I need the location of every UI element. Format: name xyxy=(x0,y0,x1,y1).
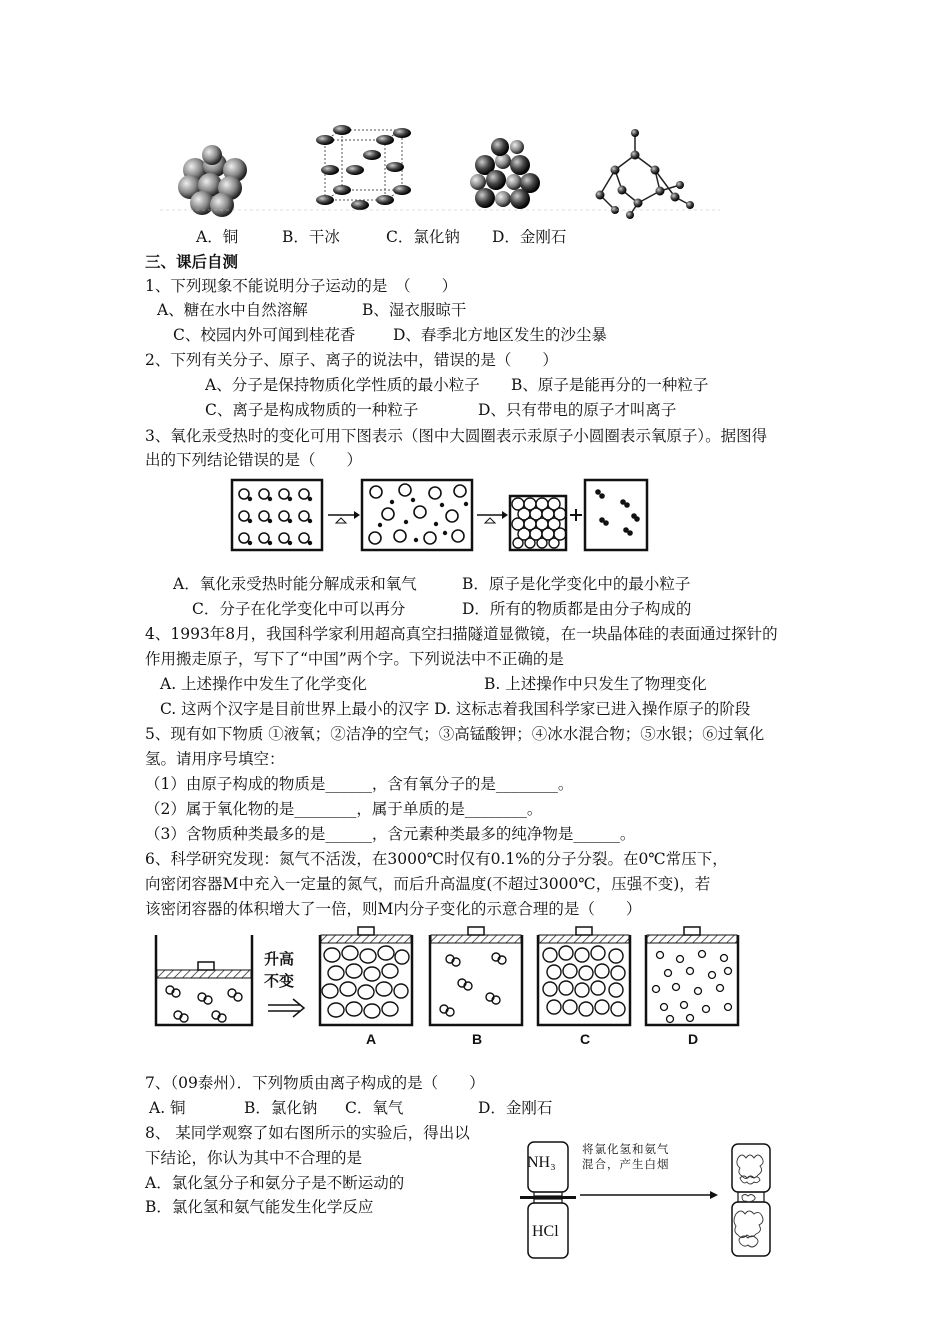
experiment-note-line1: 将氯化氢和氨气 xyxy=(582,1142,670,1156)
q2-option-a: A、分子是保持物质化学性质的最小粒子 xyxy=(205,376,480,394)
q8-stem-line2: 下结论，你认为其中不合理的是 xyxy=(145,1149,363,1167)
hcl-label: HCl xyxy=(532,1223,559,1240)
dry-ice-molecules xyxy=(316,125,411,210)
q4-option-b: B. 上述操作中只发生了物理变化 xyxy=(484,675,707,693)
q4-stem-line2: 作用搬走原子，写下了“中国”两个字。下列说法中不正确的是 xyxy=(145,650,564,668)
q7-stem: 7、（09泰州）．下列物质由离子构成的是（ ） xyxy=(145,1074,485,1092)
q6-stem-line1: 6、科学研究发现：氮气不活泼，在3000℃时仅有0.1%的分子分裂。在0℃常压下， xyxy=(145,850,728,868)
q5-part1: （1）由原子构成的物质是______，含有氧分子的是________。 xyxy=(145,775,574,793)
q3-stem-line2: 出的下列结论错误的是（ ） xyxy=(145,451,363,469)
crystal-structures-figure xyxy=(160,125,730,225)
crystal-option-b: B．干冰 xyxy=(282,228,340,246)
q7-option-d: D．金刚石 xyxy=(478,1099,553,1117)
container-c xyxy=(538,927,630,1025)
section-title: 三、课后自测 xyxy=(145,252,239,271)
q6-stem-line3: 该密闭容器的体积增大了一倍，则M内分子变化的示意合理的是（ ） xyxy=(145,900,642,918)
q2-option-c: C、离子是构成物质的一种粒子 xyxy=(205,401,419,419)
q3-option-a: A．氧化汞受热时能分解成汞和氧气 xyxy=(173,575,417,593)
container-label-d: D xyxy=(688,1031,699,1047)
q5-stem-line1: 5、现有如下物质 ①液氧；②洁净的空气；③高锰酸钾；④冰水混合物；⑤水银；⑥过氧化 xyxy=(145,725,765,743)
q5-stem-line2: 氢。请用序号填空： xyxy=(145,750,285,768)
q4-option-cd: C. 这两个汉字是目前世界上最小的汉字 D. 这标志着我国科学家已进入操作原子的阶段 xyxy=(160,700,751,718)
arrow-label-top: 升高 xyxy=(264,951,295,968)
q3-option-d: D．所有的物质都是由分子构成的 xyxy=(462,600,692,618)
q2-option-d: D、只有带电的原子才叫离子 xyxy=(478,401,677,419)
q4-option-a: A. 上述操作中发生了化学变化 xyxy=(160,675,368,693)
container-b xyxy=(430,927,522,1025)
q4-stem-line1: 4、1993年8月，我国科学家利用超高真空扫描隧道显微镜，在一块晶体硅的表面通过探针的 xyxy=(145,625,778,643)
q5-part3: （3）含物质种类最多的是______，含元素种类最多的纯净物是______。 xyxy=(145,825,636,843)
nitrogen-container-figure xyxy=(150,925,770,1055)
q7-option-c: C．氧气 xyxy=(345,1099,404,1117)
q2-option-b: B、原子是能再分的一种粒子 xyxy=(511,376,709,394)
q7-option-a: A. 铜 xyxy=(149,1099,186,1117)
mercury-oxide-decomposition-figure xyxy=(230,478,650,554)
container-d xyxy=(646,927,738,1025)
q1-option-c: C、校园内外可闻到桂花香 xyxy=(173,326,356,344)
q1-option-b: B、湿衣服晾干 xyxy=(362,301,467,319)
q1-stem: 1、下列现象不能说明分子运动的是 （ ） xyxy=(145,277,458,295)
nh3-label: NH₃ xyxy=(527,1154,556,1171)
copper-crystal-icon xyxy=(178,145,247,217)
q2-stem: 2、下列有关分子、原子、离子的说法中，错误的是（ ） xyxy=(145,351,558,369)
q8-option-b: B．氯化氢和氨气能发生化学反应 xyxy=(145,1198,374,1216)
container-a xyxy=(320,927,412,1025)
q8-stem-line1: 8、 某同学观察了如右图所示的实验后，得出以 xyxy=(145,1124,470,1142)
crystal-option-c: C．氯化钠 xyxy=(386,228,460,246)
q3-option-c: C．分子在化学变化中可以再分 xyxy=(192,600,406,618)
q1-option-d: D、春季北方地区发生的沙尘暴 xyxy=(393,326,607,344)
crystal-option-a: A．铜 xyxy=(196,228,239,246)
q8-option-a: A．氯化氢分子和氨分子是不断运动的 xyxy=(145,1174,405,1192)
sodium-chloride-crystal-icon xyxy=(470,138,540,209)
q1-option-a: A、糖在水中自然溶解 xyxy=(157,301,308,319)
container-label-b: B xyxy=(472,1031,483,1047)
q3-stem-line1: 3、氧化汞受热时的变化可用下图表示（图中大圆圈表示汞原子小圆圈表示氧原子）。据图得 xyxy=(145,427,768,445)
crystal-option-d: D．金刚石 xyxy=(492,228,567,246)
q7-option-b: B．氯化钠 xyxy=(244,1099,318,1117)
q3-option-b: B．原子是化学变化中的最小粒子 xyxy=(462,575,691,593)
container-label-a: A xyxy=(366,1031,377,1047)
container-label-c: C xyxy=(580,1031,591,1047)
q6-stem-line2: 向密闭容器M中充入一定量的氮气，而后升高温度(不超过3000℃，压强不变)，若 xyxy=(145,875,711,893)
initial-container xyxy=(156,935,252,1025)
experiment-note-line2: 混合，产生白烟 xyxy=(582,1157,670,1171)
arrow-label-bottom: 不变 xyxy=(264,973,295,990)
q5-part2: （2）属于氧化物的是________，属于单质的是________。 xyxy=(145,800,543,818)
